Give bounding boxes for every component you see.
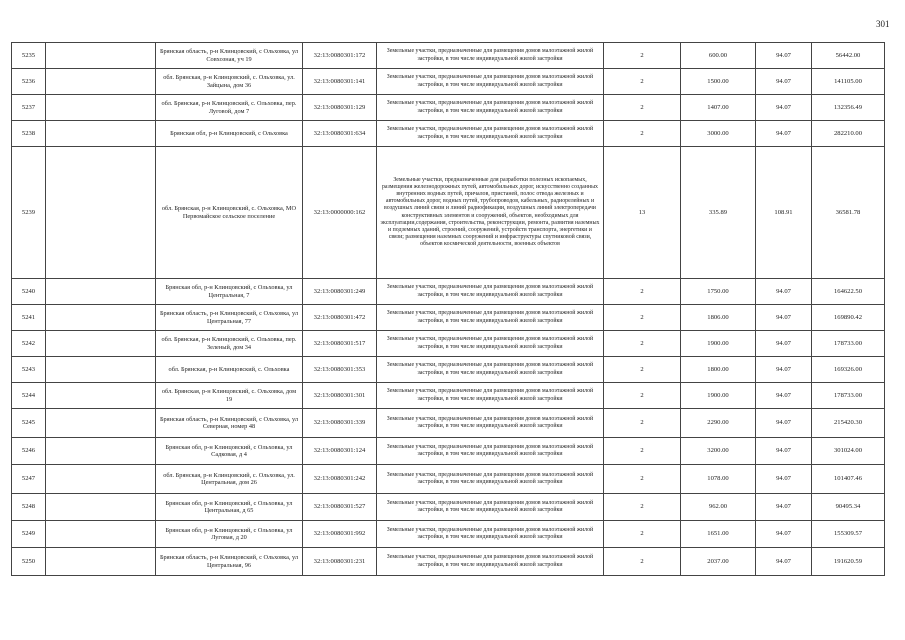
cadastral-value-cell: 164622.50: [812, 279, 885, 305]
address-cell: Брянская область, р-н Клинцовский, с Ольховка, ул Совхозная, уч 19: [156, 43, 303, 69]
cadastral-value-cell: 215420.30: [812, 409, 885, 438]
row-gap: [46, 465, 156, 494]
cadastral-number-cell: 32:13:0080301:339: [303, 409, 377, 438]
cadastral-value-cell: 169890.42: [812, 305, 885, 331]
group-cell: 2: [604, 331, 681, 357]
rate-cell: 94.07: [756, 357, 812, 383]
cadastral-number-cell: 32:13:0000000:162: [303, 147, 377, 279]
table-row: [12, 121, 885, 147]
table-row: [12, 465, 885, 494]
row-gap: [46, 305, 156, 331]
cadastral-number-cell: 32:13:0080301:172: [303, 43, 377, 69]
cadastral-value-cell: 155309.57: [812, 521, 885, 548]
address-cell: обл. Брянская, р-н Клинцовский, с. Ольховка, ул. Зайцына, дом 36: [156, 69, 303, 95]
group-cell: 2: [604, 548, 681, 576]
area-cell: 1800.00: [681, 357, 756, 383]
row-gap: [46, 357, 156, 383]
table-row: [12, 383, 885, 409]
row-gap: [46, 548, 156, 576]
group-cell: 2: [604, 69, 681, 95]
address-cell: обл. Брянская, р-н Клинцовский, с. Ольховка, МО Первомайское сельское поселение: [156, 147, 303, 279]
land-purpose-cell: Земельные участки, предназначенные для размещения домов малоэтажной жилой застройки, в том числе индивидуальной жилой застройки: [377, 95, 604, 121]
land-purpose-cell: Земельные участки, предназначенные для размещения домов малоэтажной жилой застройки, в том числе индивидуальной жилой застройки: [377, 305, 604, 331]
cadastral-value-cell: 56442.00: [812, 43, 885, 69]
row-gap: [46, 279, 156, 305]
area-cell: 3200.00: [681, 438, 756, 465]
cadastral-number-cell: 32:13:0080301:353: [303, 357, 377, 383]
area-cell: 335.89: [681, 147, 756, 279]
page-number: 301: [876, 19, 890, 29]
area-cell: 2037.00: [681, 548, 756, 576]
rate-cell: 94.07: [756, 465, 812, 494]
cadastral-number-cell: 32:13:0080301:231: [303, 548, 377, 576]
row-number: 5246: [12, 438, 46, 465]
rate-cell: 94.07: [756, 121, 812, 147]
address-cell: обл. Брянская, р-н Клинцовский, с. Ольховка, дом 19: [156, 383, 303, 409]
area-cell: 1900.00: [681, 331, 756, 357]
address-cell: обл. Брянская, р-н Клинцовский, с. Ольховка, ул. Центральная, дом 26: [156, 465, 303, 494]
cadastral-number-cell: 32:13:0080301:634: [303, 121, 377, 147]
table-row: [12, 521, 885, 548]
row-number: 5240: [12, 279, 46, 305]
rate-cell: 94.07: [756, 383, 812, 409]
land-purpose-cell: Земельные участки, предназначенные для размещения домов малоэтажной жилой застройки, в том числе индивидуальной жилой застройки: [377, 43, 604, 69]
rate-cell: 94.07: [756, 43, 812, 69]
land-purpose-cell: Земельные участки, предназначенные для размещения домов малоэтажной жилой застройки, в том числе индивидуальной жилой застройки: [377, 521, 604, 548]
rate-cell: 108.91: [756, 147, 812, 279]
row-number: 5242: [12, 331, 46, 357]
group-cell: 2: [604, 121, 681, 147]
address-cell: Брянская обл, р-н Клинцовский, с Ольховка: [156, 121, 303, 147]
area-cell: 1806.00: [681, 305, 756, 331]
group-cell: 2: [604, 521, 681, 548]
land-purpose-cell: Земельные участки, предназначенные для размещения домов малоэтажной жилой застройки, в том числе индивидуальной жилой застройки: [377, 279, 604, 305]
area-cell: 1651.00: [681, 521, 756, 548]
group-cell: 2: [604, 409, 681, 438]
row-gap: [46, 147, 156, 279]
group-cell: 2: [604, 494, 681, 521]
cadastral-number-cell: 32:13:0080301:527: [303, 494, 377, 521]
address-cell: обл. Брянская, р-н Клинцовский, с. Ольховка, пер. Зеленый, дом 34: [156, 331, 303, 357]
row-gap: [46, 383, 156, 409]
cadastral-value-cell: 169326.00: [812, 357, 885, 383]
cadastral-number-cell: 32:13:0080301:141: [303, 69, 377, 95]
cadastral-value-cell: 141105.00: [812, 69, 885, 95]
address-cell: Брянская область, р-н Клинцовский, с Ольховка, ул Центральная, 96: [156, 548, 303, 576]
cadastral-number-cell: 32:13:0080301:301: [303, 383, 377, 409]
land-purpose-cell: Земельные участки, предназначенные для разработки полезных ископаемых, размещения железнодорожных путей, автомобильных дорог, искусственно созданных внутренних водных путей, причалов, пристаней, полос отвода железных и автомобильных дорог, водных путей, трубопроводов, кабельных, радиорелейных и воздушных линий связи и линий радиофикации, воздушных линий электропередачи конструктивных элементов и сооружений, объектов, необходимых для эксплуатации,содержания, строительства, реконструкции, ремонта, развития наземных и подземных зданий, строений, сооружений, устройств транспорта, энергетики и связи; размещения наземных сооружений и инфраструктуры спутниковой связи, объектов космической деятельности, военных объектов: [377, 147, 604, 279]
rate-cell: 94.07: [756, 331, 812, 357]
rate-cell: 94.07: [756, 279, 812, 305]
table-row: [12, 279, 885, 305]
table-row: [12, 548, 885, 576]
area-cell: 1407.00: [681, 95, 756, 121]
row-gap: [46, 409, 156, 438]
group-cell: 2: [604, 95, 681, 121]
cadastral-value-cell: 178733.00: [812, 383, 885, 409]
table-row: [12, 357, 885, 383]
group-cell: 2: [604, 383, 681, 409]
row-number: 5238: [12, 121, 46, 147]
row-gap: [46, 521, 156, 548]
area-cell: 1078.00: [681, 465, 756, 494]
land-purpose-cell: Земельные участки, предназначенные для размещения домов малоэтажной жилой застройки, в том числе индивидуальной жилой застройки: [377, 357, 604, 383]
row-number: 5247: [12, 465, 46, 494]
cadastral-value-cell: 178733.00: [812, 331, 885, 357]
area-cell: 1900.00: [681, 383, 756, 409]
area-cell: 600.00: [681, 43, 756, 69]
area-cell: 3000.00: [681, 121, 756, 147]
row-gap: [46, 331, 156, 357]
land-purpose-cell: Земельные участки, предназначенные для размещения домов малоэтажной жилой застройки, в том числе индивидуальной жилой застройки: [377, 409, 604, 438]
land-purpose-cell: Земельные участки, предназначенные для размещения домов малоэтажной жилой застройки, в том числе индивидуальной жилой застройки: [377, 69, 604, 95]
row-number: 5235: [12, 43, 46, 69]
cadastral-value-cell: 90495.34: [812, 494, 885, 521]
table-row: [12, 69, 885, 95]
row-gap: [46, 69, 156, 95]
land-purpose-cell: Земельные участки, предназначенные для размещения домов малоэтажной жилой застройки, в том числе индивидуальной жилой застройки: [377, 494, 604, 521]
cadastral-number-cell: 32:13:0080301:517: [303, 331, 377, 357]
group-cell: 2: [604, 357, 681, 383]
land-purpose-cell: Земельные участки, предназначенные для размещения домов малоэтажной жилой застройки, в том числе индивидуальной жилой застройки: [377, 121, 604, 147]
row-gap: [46, 494, 156, 521]
cadastral-number-cell: 32:13:0080301:249: [303, 279, 377, 305]
cadastral-value-cell: 101407.46: [812, 465, 885, 494]
table-row: [12, 438, 885, 465]
rate-cell: 94.07: [756, 521, 812, 548]
address-cell: Брянская обл, р-н Клинцовский, с Ольховка, ул Садковая, д 4: [156, 438, 303, 465]
table-row: [12, 147, 885, 279]
row-gap: [46, 438, 156, 465]
row-number: 5244: [12, 383, 46, 409]
rate-cell: 94.07: [756, 95, 812, 121]
address-cell: обл. Брянская, р-н Клинцовский, с. Ольховка: [156, 357, 303, 383]
table-row: [12, 331, 885, 357]
land-purpose-cell: Земельные участки, предназначенные для размещения домов малоэтажной жилой застройки, в том числе индивидуальной жилой застройки: [377, 438, 604, 465]
rate-cell: 94.07: [756, 409, 812, 438]
table-row: [12, 494, 885, 521]
rate-cell: 94.07: [756, 305, 812, 331]
cadastral-value-cell: 282210.00: [812, 121, 885, 147]
rate-cell: 94.07: [756, 548, 812, 576]
address-cell: Брянская область, р-н Клинцовский, с Ольховка, ул Северная, номер 48: [156, 409, 303, 438]
rate-cell: 94.07: [756, 69, 812, 95]
row-number: 5249: [12, 521, 46, 548]
table-row: [12, 95, 885, 121]
row-number: 5243: [12, 357, 46, 383]
land-purpose-cell: Земельные участки, предназначенные для размещения домов малоэтажной жилой застройки, в том числе индивидуальной жилой застройки: [377, 331, 604, 357]
rate-cell: 94.07: [756, 438, 812, 465]
land-purpose-cell: Земельные участки, предназначенные для размещения домов малоэтажной жилой застройки, в том числе индивидуальной жилой застройки: [377, 465, 604, 494]
cadastral-number-cell: 32:13:0080301:992: [303, 521, 377, 548]
address-cell: Брянская обл, р-н Клинцовский, с Ольховка, ул Центральная, 7: [156, 279, 303, 305]
group-cell: 2: [604, 438, 681, 465]
group-cell: 2: [604, 465, 681, 494]
row-gap: [46, 121, 156, 147]
row-number: 5241: [12, 305, 46, 331]
row-number: 5250: [12, 548, 46, 576]
cadastral-number-cell: 32:13:0080301:472: [303, 305, 377, 331]
row-number: 5245: [12, 409, 46, 438]
table-row: [12, 409, 885, 438]
row-number: 5239: [12, 147, 46, 279]
cadastral-number-cell: 32:13:0080301:129: [303, 95, 377, 121]
address-cell: обл. Брянская, р-н Клинцовский, с. Ольховка, пер. Луговой, дом 7: [156, 95, 303, 121]
row-gap: [46, 43, 156, 69]
area-cell: 1750.00: [681, 279, 756, 305]
area-cell: 2290.00: [681, 409, 756, 438]
table-row: [12, 43, 885, 69]
land-purpose-cell: Земельные участки, предназначенные для размещения домов малоэтажной жилой застройки, в том числе индивидуальной жилой застройки: [377, 383, 604, 409]
address-cell: Брянская обл, р-н Клинцовский, с Ольховка, ул Луговая, д 20: [156, 521, 303, 548]
cadastral-value-cell: 301024.00: [812, 438, 885, 465]
group-cell: 13: [604, 147, 681, 279]
row-number: 5236: [12, 69, 46, 95]
registry-table: [11, 42, 885, 576]
cadastral-number-cell: 32:13:0080301:124: [303, 438, 377, 465]
row-number: 5248: [12, 494, 46, 521]
cadastral-value-cell: 132356.49: [812, 95, 885, 121]
area-cell: 1500.00: [681, 69, 756, 95]
table-row: [12, 305, 885, 331]
group-cell: 2: [604, 305, 681, 331]
cadastral-value-cell: 191620.59: [812, 548, 885, 576]
address-cell: Брянская область, р-н Клинцовский, с Ольховка, ул Центральная, 77: [156, 305, 303, 331]
registry-rows: [12, 43, 885, 576]
row-gap: [46, 95, 156, 121]
address-cell: Брянская обл, р-н Клинцовский, с Ольховка, ул Центральная, д 65: [156, 494, 303, 521]
land-purpose-cell: Земельные участки, предназначенные для размещения домов малоэтажной жилой застройки, в том числе индивидуальной жилой застройки: [377, 548, 604, 576]
area-cell: 962.00: [681, 494, 756, 521]
group-cell: 2: [604, 43, 681, 69]
rate-cell: 94.07: [756, 494, 812, 521]
cadastral-value-cell: 36581.78: [812, 147, 885, 279]
cadastral-number-cell: 32:13:0080301:242: [303, 465, 377, 494]
row-number: 5237: [12, 95, 46, 121]
group-cell: 2: [604, 279, 681, 305]
